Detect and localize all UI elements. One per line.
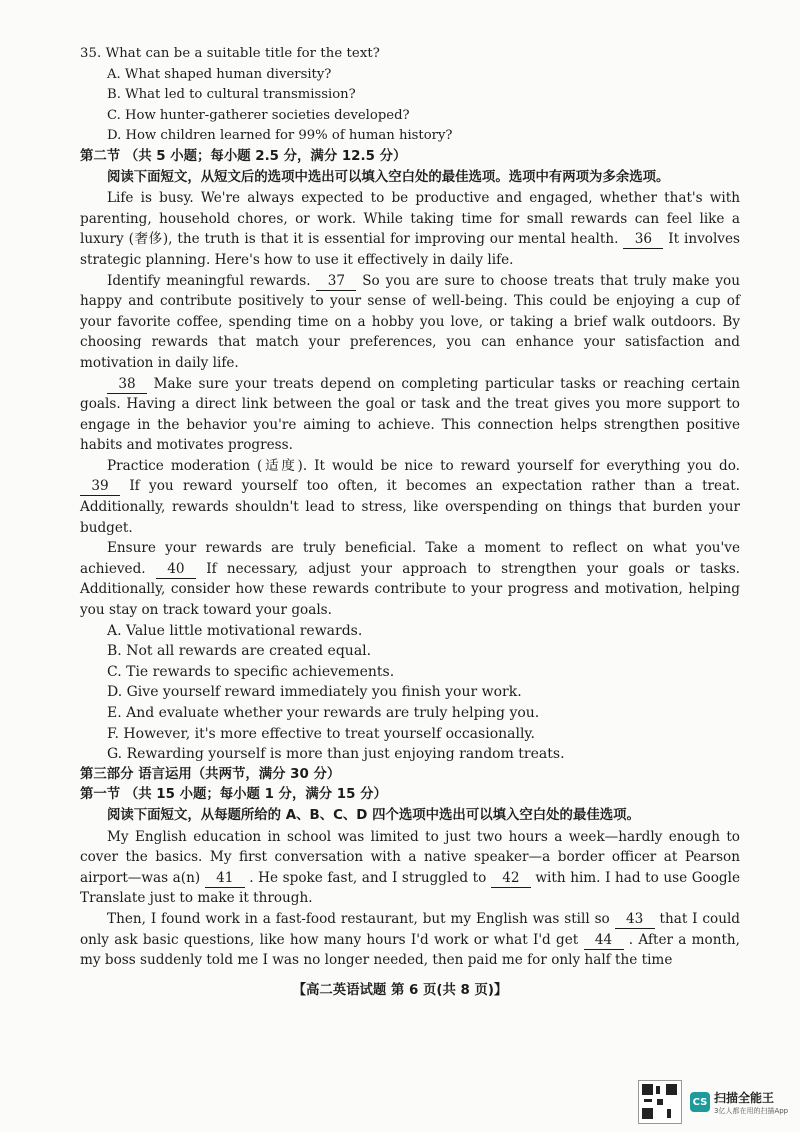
part-3-instruction: 阅读下面短文，从每题所给的 A、B、C、D 四个选项中选出可以填入空白处的最佳选项。: [107, 807, 640, 823]
paragraph-text: that I could only ask basic questions, like how many hours I'd work or what I'd get: [80, 910, 740, 948]
section-2-option-d: D. Give yourself reward immediately you finish your work.: [107, 684, 522, 701]
section-2-option-f: F. However, it's more effective to treat yourself occasionally.: [107, 725, 535, 742]
cloze-paragraph-2: [80, 909, 740, 971]
question-35-stem: 35. What can be a suitable title for the text?: [80, 46, 380, 61]
section-2-option-c: C. Tie rewards to specific achievements.: [107, 663, 395, 680]
paragraph-text: It involves strategic planning. Here's how to use it effectively in daily life.: [80, 231, 740, 268]
paragraph-text: My English education in school was limited to just two hours a week—hardly enough to cover the basics. My first conversation with a native speaker—a border officer at Pearson airport—was a(n): [80, 828, 740, 886]
section-2-heading: 第二节 （共 5 小题；每小题 2.5 分，满分 12.5 分）: [80, 148, 407, 164]
paragraph-text: . After a month, my boss suddenly told me I was no longer needed, then paid me for only half the time: [80, 931, 741, 969]
paragraph-text: . He spoke fast, and I struggled to: [244, 869, 491, 886]
paragraph-text: Life is busy. We're always expected to be productive and engaged, whether that's with parenting, household chores, or work. While taking time for small rewards can feel like a luxury (奢侈), the truth is that it is essential for improving our mental health.: [80, 190, 740, 248]
question-35-option-c: C. How hunter-gatherer societies developed?: [107, 107, 410, 123]
paragraph-text: Then, I found work in a fast-food restaurant, but my English was still so: [107, 910, 615, 927]
section-2-option-a: A. Value little motivational rewards.: [107, 622, 363, 639]
blank-37: 37: [316, 273, 356, 291]
blank-38: 38: [107, 376, 147, 394]
camscanner-tagline: 3亿人都在用的扫描App: [714, 1106, 789, 1115]
paragraph-text: Practice moderation (适度). It would be nice to reward yourself for everything you do.: [107, 457, 740, 474]
passage-paragraph-3: [80, 374, 740, 456]
question-35-option-b: B. What led to cultural transmission?: [107, 87, 356, 103]
blank-42: 42: [491, 870, 531, 888]
blank-40: 40: [156, 561, 196, 579]
paragraph-text: So you are sure to choose treats that truly make you happy and contribute positively to your sense of well-being. This could be enjoying a cup of your favorite coffee, spending time on a hobby you love, or taking a brief walk outdoors. By choosing rewards that match your preferences, you can enhance your satisfaction and motivation in daily life.: [80, 272, 740, 371]
blank-36: 36: [623, 231, 663, 249]
question-35-option-d: D. How children learned for 99% of human history?: [107, 128, 453, 144]
blank-41: 41: [205, 870, 245, 888]
camscanner-name: 扫描全能王: [714, 1090, 775, 1105]
part-3-heading: 第三部分 语言运用（共两节，满分 30 分）: [80, 766, 341, 782]
qr-code-icon: [638, 1080, 682, 1124]
paragraph-text: Make sure your treats depend on completing particular tasks or reaching certain goals. Having a direct link between the goal or task and the treat gives you more support to engage in the behavior you're aiming to achieve. This connection helps strengthen positive habits and motivates progress.: [80, 375, 740, 454]
paragraph-text: Identify meaningful rewards.: [107, 272, 317, 289]
blank-43: 43: [615, 911, 655, 929]
part-3-sub-heading: 第一节 （共 15 小题；每小题 1 分，满分 15 分）: [80, 787, 387, 803]
passage-paragraph-2: [80, 271, 740, 374]
exam-page: [80, 44, 740, 971]
section-2-option-g: G. Rewarding yourself is more than just enjoying random treats.: [107, 746, 565, 763]
camscanner-logo: CS: [690, 1092, 710, 1112]
section-2-option-e: E. And evaluate whether your rewards are truly helping you.: [107, 705, 540, 721]
blank-44: 44: [584, 932, 624, 950]
section-2-option-b: B. Not all rewards are created equal.: [107, 643, 372, 660]
paragraph-text: with him. I had to use Google Translate just to make it through.: [80, 869, 741, 907]
paragraph-text: Ensure your rewards are truly beneficial. Take a moment to reflect on what you've achieved.: [80, 540, 740, 577]
blank-39: 39: [80, 478, 120, 496]
camscanner-text: [714, 1089, 788, 1116]
section-2-instruction: 阅读下面短文，从短文后的选项中选出可以填入空白处的最佳选项。选项中有两项为多余选项。: [107, 169, 670, 185]
passage-paragraph-1: [80, 188, 740, 270]
cloze-paragraph-1: [80, 827, 740, 909]
paragraph-text: If necessary, adjust your approach to strengthen your goals or tasks. Additionally, consider how these rewards contribute to your progress and motivation, helping you stay on track toward your goals.: [80, 560, 740, 619]
page-footer: 【高二英语试题 第 6 页(共 8 页)】: [292, 983, 508, 998]
paragraph-text: If you reward yourself too often, it becomes an expectation rather than a treat. Additionally, rewards shouldn't lead to stress, like overspending on things that burden your budget.: [80, 478, 740, 536]
question-35-option-a: A. What shaped human diversity?: [107, 66, 332, 82]
passage-paragraph-5: [80, 538, 740, 620]
passage-paragraph-4: [80, 456, 740, 538]
scanner-watermark: [638, 1080, 788, 1124]
